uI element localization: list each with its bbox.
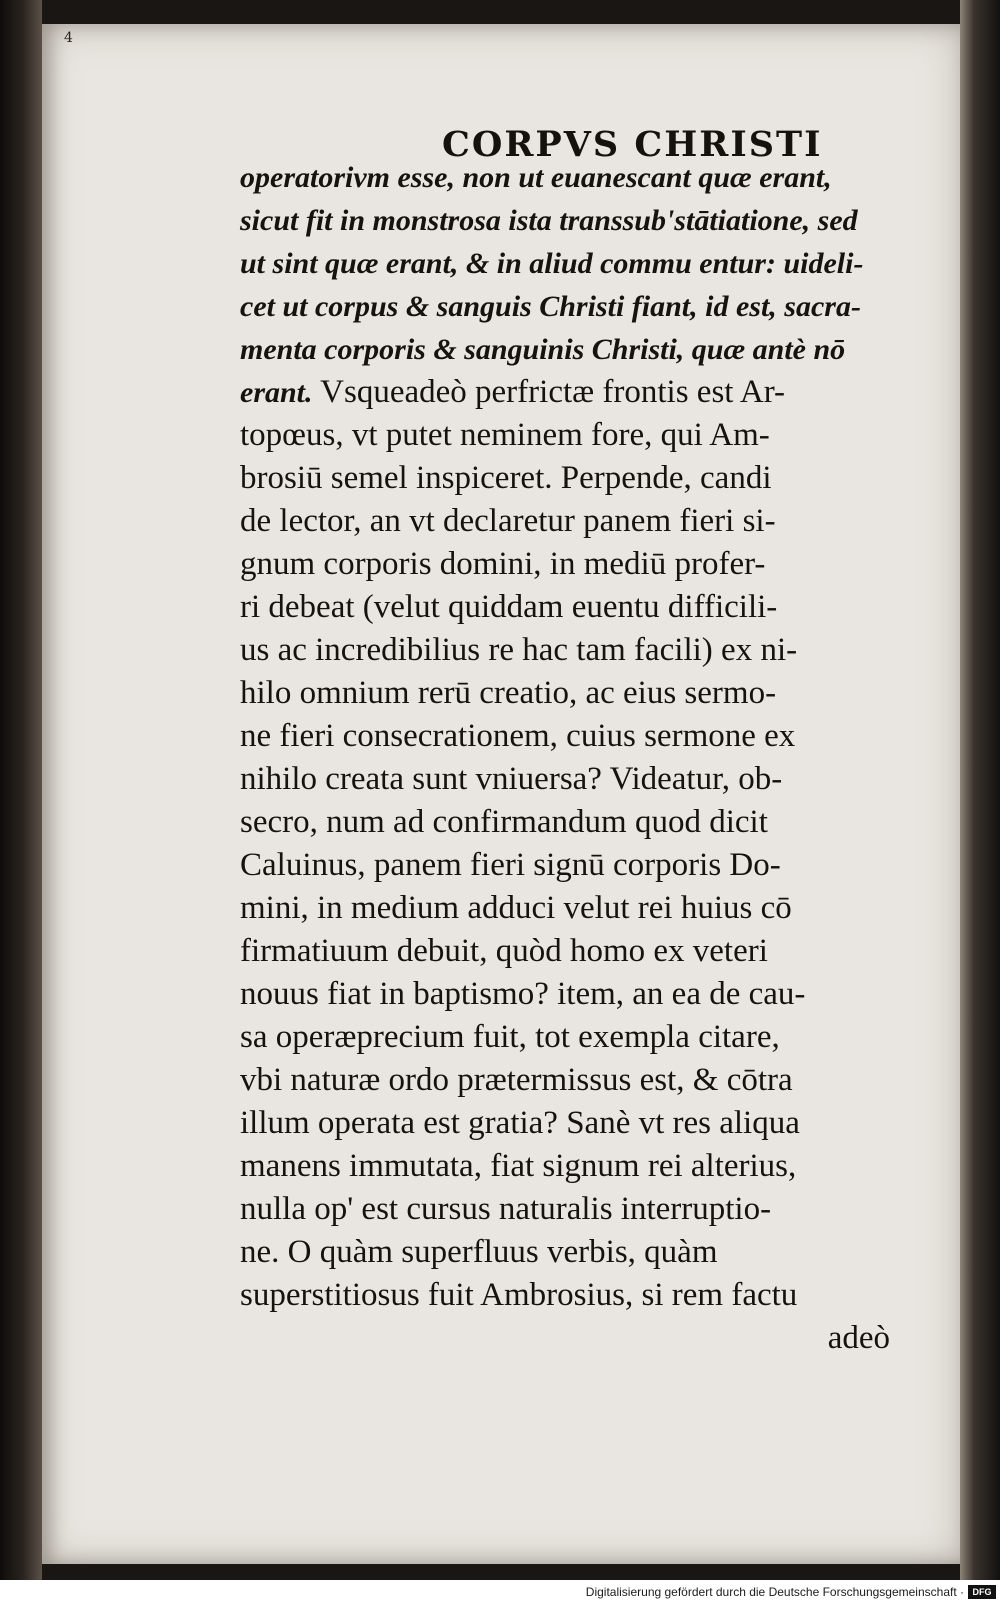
- text-line-italic-part: erant.: [240, 376, 313, 409]
- text-line: hilo omnium rerū creatio, ac eius sermo-: [240, 675, 777, 711]
- book-spine-edge: [0, 0, 42, 1580]
- body-text: [240, 156, 900, 1360]
- footer-credit: [0, 1580, 1000, 1604]
- book-fore-edge: [960, 0, 1000, 1580]
- text-line: gnum corporis domini, in mediū profer-: [240, 546, 766, 582]
- text-line: manens immutata, fiat signum rei alterius,: [240, 1148, 797, 1184]
- text-line: nihilo creata sunt vniuersa? Videatur, ob-: [240, 761, 783, 797]
- text-line: nouus fiat in baptismo? item, an ea de cau-: [240, 976, 806, 1012]
- text-line: topœus, vt putet neminem fore, qui Am-: [240, 417, 770, 453]
- text-line: menta corporis & sanguinis Christi, quæ antè nō: [240, 333, 846, 366]
- text-line: [240, 371, 900, 414]
- text-line: superstitiosus fuit Ambrosius, si rem factu: [240, 1277, 798, 1313]
- text-line: vbi naturæ ordo prætermissus est, & cōtra: [240, 1062, 793, 1098]
- text-line: Caluinus, panem fieri signū corporis Do-: [240, 847, 781, 883]
- dfg-logo-badge: DFG: [968, 1585, 996, 1599]
- text-line: sa operæprecium fuit, tot exempla citare,: [240, 1019, 780, 1055]
- text-line: operatorivm esse, non ut euanescant quæ erant,: [240, 161, 832, 194]
- running-head: CORPVS CHRISTI: [442, 124, 823, 165]
- text-line: illum operata est gratia? Sanè vt res aliqua: [240, 1105, 800, 1141]
- page-number: 4: [64, 30, 73, 46]
- text-line: sicut fit in monstrosa ista transsub'stātiatione, sed: [240, 204, 858, 237]
- text-line: ne fieri consecrationem, cuius sermone ex: [240, 718, 796, 754]
- catchword: adeò: [827, 1320, 890, 1356]
- text-line: brosiū semel inspiceret. Perpende, candi: [240, 460, 772, 496]
- text-line: ne. O quàm superfluus verbis, quàm: [240, 1234, 718, 1270]
- text-line: firmatiuum debuit, quòd homo ex veteri: [240, 933, 768, 969]
- text-line: ut sint quæ erant, & in aliud commu entur: uideli-: [240, 247, 864, 280]
- text-line: secro, num ad confirmandum quod dicit: [240, 804, 768, 840]
- text-line-roman-part: Vsqueadeò perfrictæ frontis est Ar-: [312, 374, 786, 410]
- text-line: cet ut corpus & sanguis Christi fiant, id est, sacra-: [240, 290, 861, 323]
- footer-credit-text: Digitalisierung gefördert durch die Deutsche Forschungsgemeinschaft ·: [585, 1585, 964, 1599]
- text-line: nulla op' est cursus naturalis interruptio-: [240, 1191, 772, 1227]
- text-line: ri debeat (velut quiddam euentu difficili-: [240, 589, 778, 625]
- text-line: de lector, an vt declaretur panem fieri si-: [240, 503, 776, 539]
- text-line: us ac incredibilius re hac tam facili) ex ni-: [240, 632, 798, 668]
- text-line: mini, in medium adduci velut rei huius cō: [240, 890, 792, 926]
